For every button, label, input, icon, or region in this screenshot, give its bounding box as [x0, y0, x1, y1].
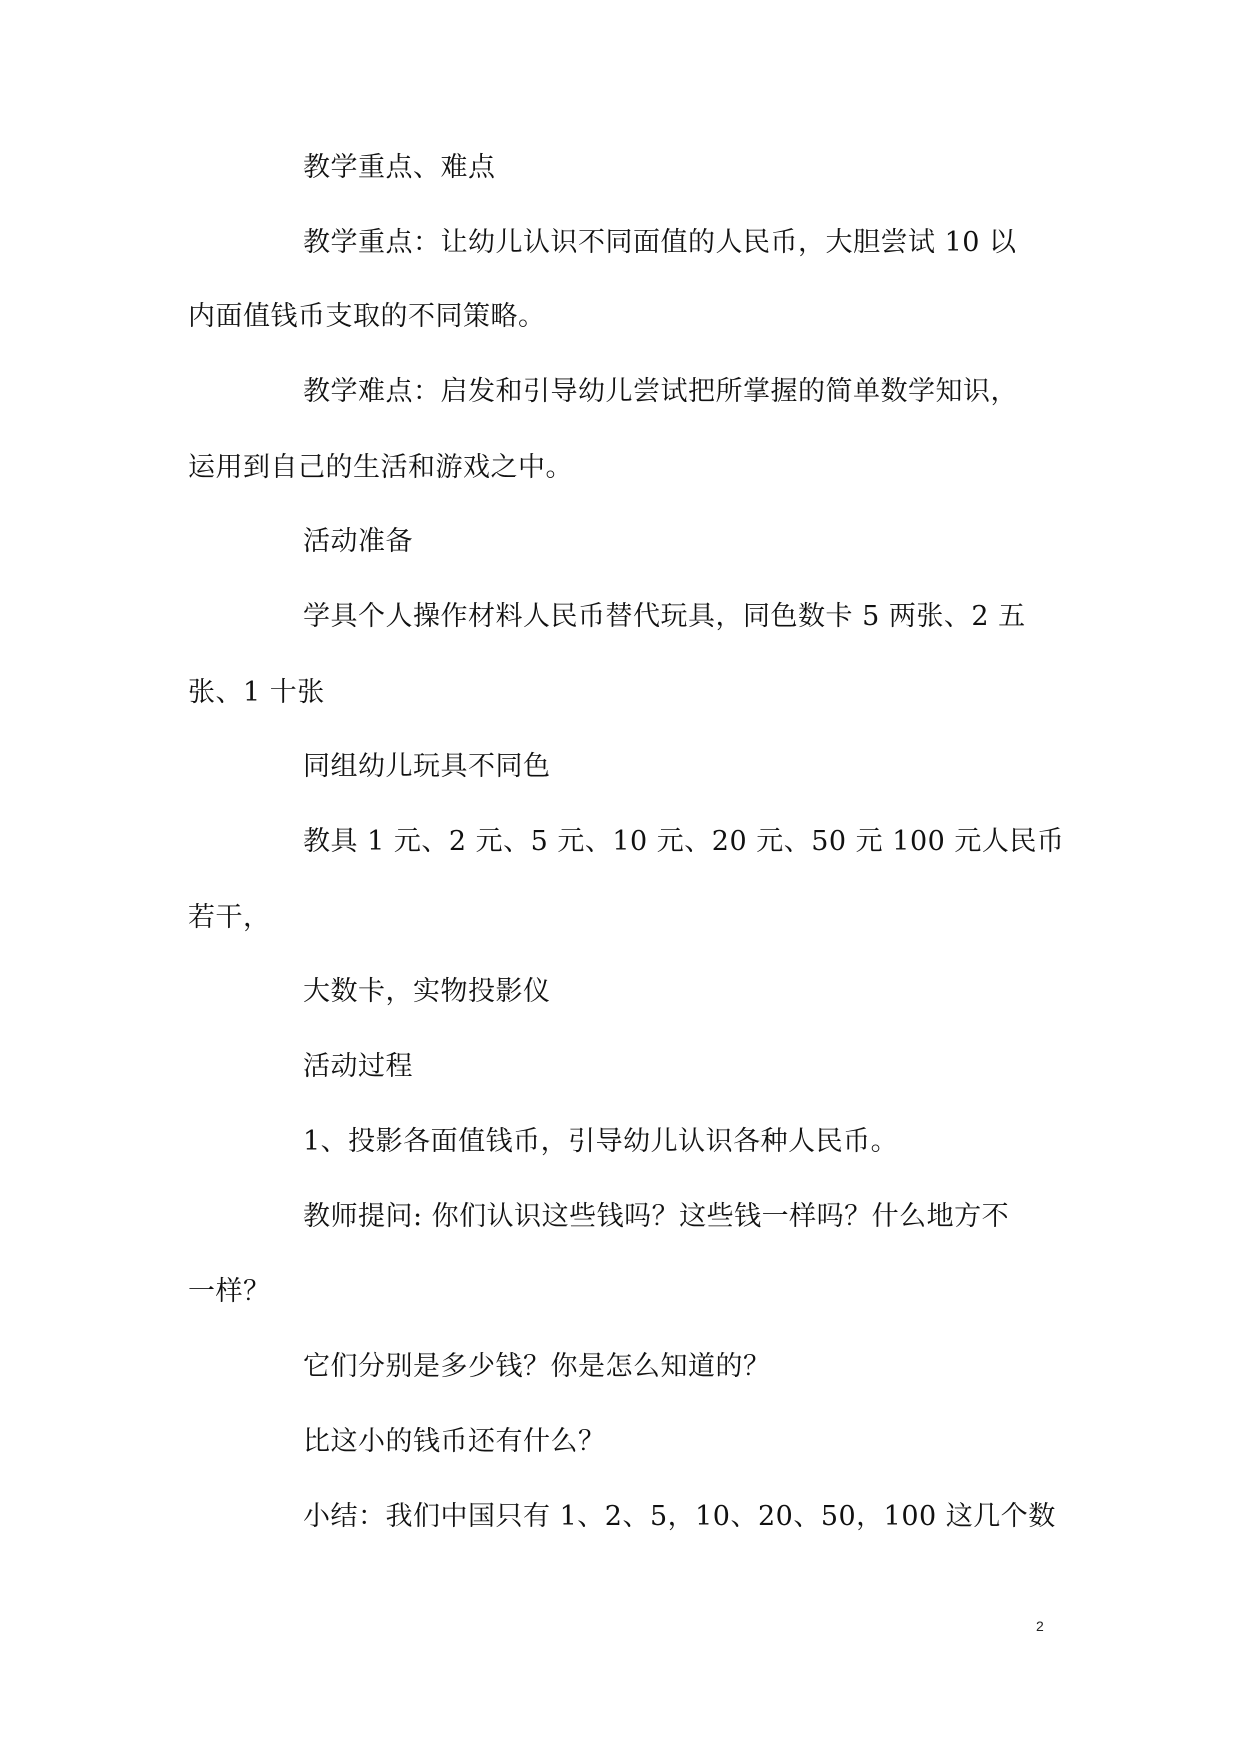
paragraph-line: 比这小的钱币还有什么？ — [303, 1426, 606, 1457]
paragraph-line: 若干， — [188, 902, 271, 933]
paragraph-line: 1、投影各面值钱币，引导幼儿认识各种人民币。 — [303, 1126, 899, 1157]
paragraph-line: 张、1 十张 — [188, 677, 325, 708]
paragraph-line: 教学难点：启发和引导幼儿尝试把所掌握的简单数学知识， — [303, 376, 1018, 407]
paragraph-line: 教学重点：让幼儿认识不同面值的人民币，大胆尝试 10 以 — [303, 227, 1017, 258]
paragraph-line: 一样？ — [188, 1276, 271, 1307]
paragraph-line: 学具个人操作材料人民币替代玩具，同色数卡 5 两张、2 五 — [303, 601, 1026, 632]
paragraph-line: 同组幼儿玩具不同色 — [303, 751, 551, 782]
paragraph-line: 教师提问: 你们认识这些钱吗？这些钱一样吗？什么地方不 — [303, 1201, 1010, 1232]
paragraph-line: 教具 1 元、2 元、5 元、10 元、20 元、50 元 100 元人民币 — [303, 826, 1065, 857]
heading-activity-process: 活动过程 — [303, 1051, 413, 1082]
heading-key-points: 教学重点、难点 — [303, 152, 496, 183]
paragraph-line: 小结：我们中国只有 1、2、5，10、20、50，100 这几个数 — [303, 1501, 1056, 1532]
page-number: 2 — [1036, 1618, 1044, 1634]
paragraph-line: 内面值钱币支取的不同策略。 — [188, 301, 546, 332]
paragraph-line: 大数卡，实物投影仪 — [303, 976, 551, 1007]
paragraph-line: 运用到自己的生活和游戏之中。 — [188, 452, 573, 483]
paragraph-line: 它们分别是多少钱？你是怎么知道的？ — [303, 1351, 771, 1382]
heading-activity-preparation: 活动准备 — [303, 526, 413, 557]
